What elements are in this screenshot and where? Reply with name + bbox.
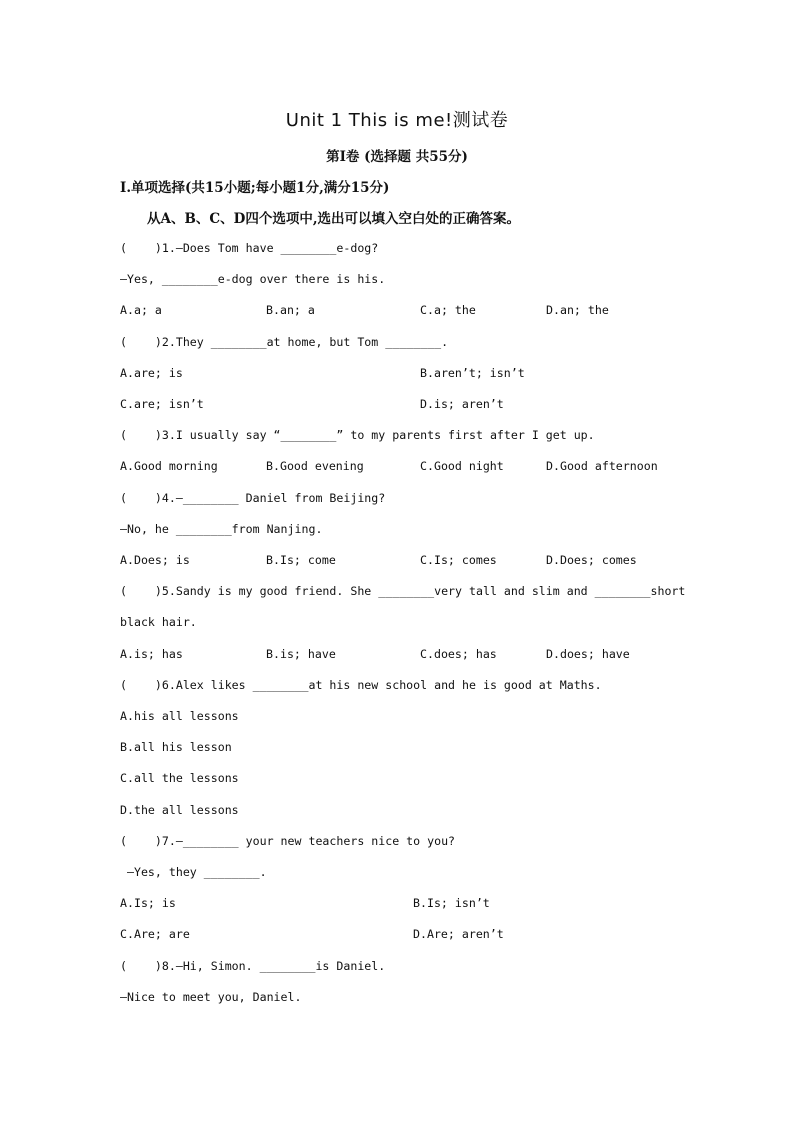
question-2-option-c: C.are; isn’t — [120, 397, 204, 411]
question-7-option-d: D.Are; aren’t — [413, 927, 504, 941]
question-4-option-a: A.Does; is — [120, 553, 190, 567]
question-6-stem: ( )6.Alex likes ________at his new school and he is good at Maths. — [120, 678, 602, 692]
question-1-option-c: C.a; the — [420, 303, 476, 317]
question-4-stem-2: —No, he ________from Nanjing. — [120, 522, 323, 536]
question-1-stem: ( )1.—Does Tom have ________e-dog? — [120, 241, 379, 255]
question-2-option-d: D.is; aren’t — [420, 397, 504, 411]
question-4-stem: ( )4.—________ Daniel from Beijing? — [120, 491, 386, 505]
question-3-option-d: D.Good afternoon — [546, 459, 658, 473]
question-5-option-b: B.is; have — [266, 647, 336, 661]
question-4-option-b: B.Is; come — [266, 553, 336, 567]
question-6-option-c: C.all the lessons — [120, 771, 239, 785]
question-6-option-a: A.his all lessons — [120, 709, 239, 723]
question-4-option-c: C.Is; comes — [420, 553, 497, 567]
question-7-option-c: C.Are; are — [120, 927, 190, 941]
question-6-option-b: B.all his lesson — [120, 740, 232, 754]
question-5-option-a: A.is; has — [120, 647, 183, 661]
question-1-option-b: B.an; a — [266, 303, 315, 317]
question-7-stem-2: —Yes, they ________. — [120, 865, 267, 879]
question-1-stem-2: —Yes, ________e-dog over there is his. — [120, 272, 386, 286]
question-3-option-b: B.Good evening — [266, 459, 364, 473]
question-1-option-d: D.an; the — [546, 303, 609, 317]
question-2-option-a: A.are; is — [120, 366, 183, 380]
question-3-option-a: A.Good morning — [120, 459, 218, 473]
question-6-option-d: D.the all lessons — [120, 803, 239, 817]
question-2-option-b: B.aren’t; isn’t — [420, 366, 525, 380]
question-8-stem-2: —Nice to meet you, Daniel. — [120, 990, 302, 1004]
page-title: Unit 1 This is me!测试卷 — [285, 110, 509, 131]
question-3-stem: ( )3.I usually say “________” to my parents first after I get up. — [120, 428, 595, 442]
question-4-option-d: D.Does; comes — [546, 553, 637, 567]
question-2-stem: ( )2.They ________at home, but Tom ________. — [120, 335, 449, 349]
section-heading: Ⅰ.单项选择(共15小题;每小题1分,满分15分) — [120, 180, 390, 196]
question-3-option-c: C.Good night — [420, 459, 504, 473]
question-7-option-b: B.Is; isn’t — [413, 896, 490, 910]
question-8-stem: ( )8.—Hi, Simon. ________is Daniel. — [120, 959, 386, 973]
question-5-option-d: D.does; have — [546, 647, 630, 661]
part-subtitle: 第Ⅰ卷 (选择题 共55分) — [326, 149, 468, 165]
question-7-option-a: A.Is; is — [120, 896, 176, 910]
question-5-stem: ( )5.Sandy is my good friend. She ________very tall and slim and ________short — [120, 584, 686, 598]
question-7-stem: ( )7.—________ your new teachers nice to you? — [120, 834, 456, 848]
question-5-option-c: C.does; has — [420, 647, 497, 661]
instruction-text: 从A、B、C、D四个选项中,选出可以填入空白处的正确答案。 — [147, 211, 521, 227]
question-1-option-a: A.a; a — [120, 303, 162, 317]
question-5-stem-2: black hair. — [120, 615, 197, 629]
